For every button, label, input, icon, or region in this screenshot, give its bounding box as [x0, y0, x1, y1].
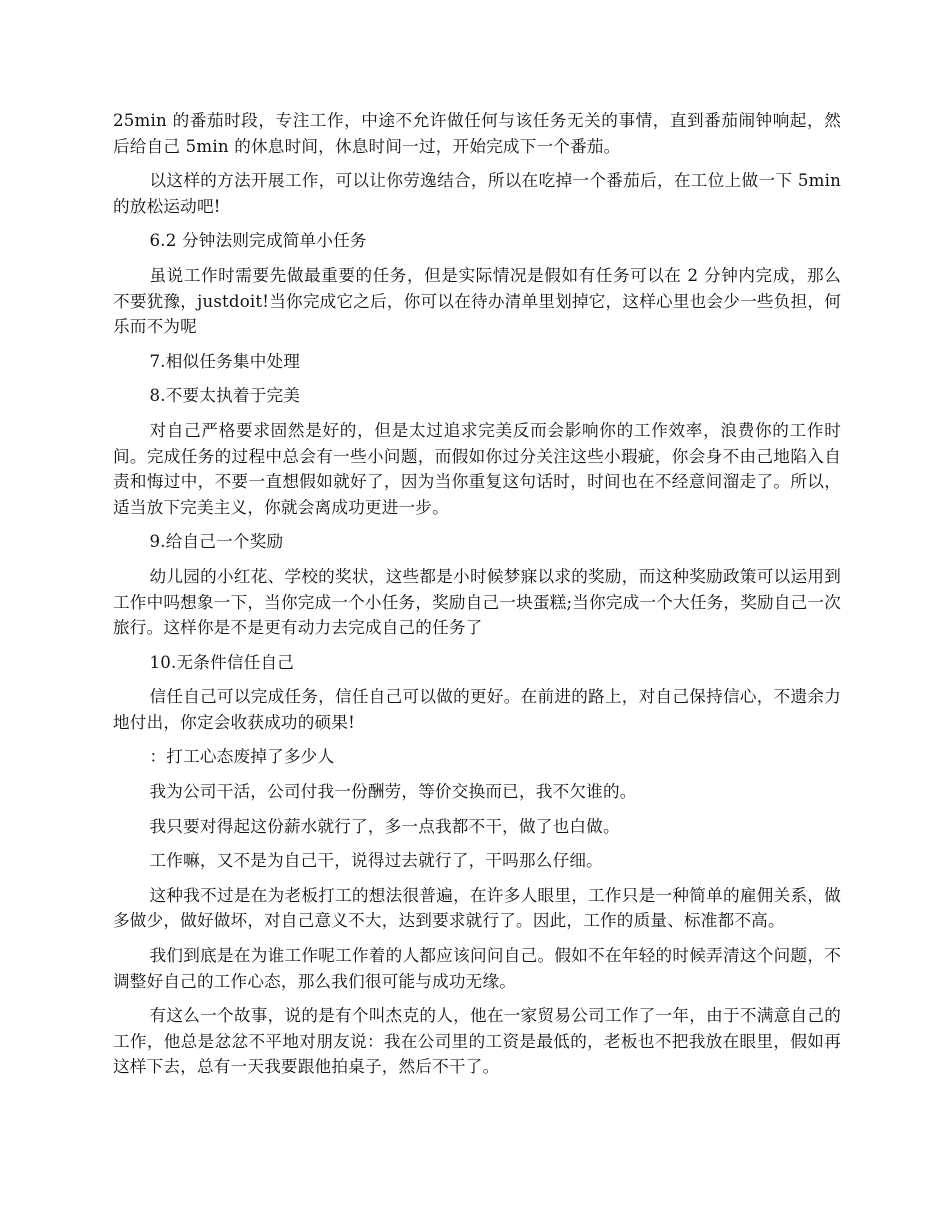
section-heading-perfectionism: 8.不要太执着于完美: [149, 386, 301, 406]
paragraph-perfectionism: 对自己严格要求固然是好的，但是太过追求完美反而会影响你的工作效率，浪费你的工作时间。完成任务的过程中总会有一些小问题，而假如你过分关注这些小瑕疵，你会身不由己地陷入自责和悔过中，不要一直想假如就好了，因为当你重复这句话时，时间也在不经意间溜走了。所以，适当放下完美主义，你就会离成功更进一步。: [113, 420, 841, 517]
paragraph-pomodoro-intro: 25min 的番茄时段，专注工作，中途不允许做任何与该任务无关的事情，直到番茄闹钟响起，然后给自己 5min 的休息时间，休息时间一过，开始完成下一个番茄。: [113, 111, 841, 156]
section-heading-batch-tasks: 7.相似任务集中处理: [149, 351, 301, 371]
section-heading-self-trust: 10.无条件信任自己: [149, 652, 295, 672]
section-heading-work-mindset: ：打工心态废掉了多少人: [149, 747, 335, 767]
paragraph-mindset-2: 我只要对得起这份薪水就行了，多一点我都不干，做了也白做。: [149, 816, 620, 836]
paragraph-mindset-4: 这种我不过是在为老板打工的想法很普遍，在许多人眼里，工作只是一种简单的雇佣关系，做多做少，做好做坏，对自己意义不大，达到要求就行了。因此，工作的质量、标准都不高。: [113, 885, 841, 931]
paragraph-mindset-3: 工作嘛，又不是为自己干，说得过去就行了，干吗那么仔细。: [149, 851, 603, 871]
paragraph-mindset-1: 我为公司干活，公司付我一份酬劳，等价交换而已，我不欠谁的。: [149, 782, 637, 802]
paragraph-two-minute-rule: 虽说工作时需要先做最重要的任务，但是实际情况是假如有任务可以在 2 分钟内完成，那么不要犹豫，justdoit!当你完成它之后，你可以在待办清单里划掉它，这样心里也会少一些负担，何乐而不为呢: [113, 265, 841, 337]
section-heading-reward: 9.给自己一个奖励: [149, 532, 284, 552]
document-page: [113, 108, 841, 1089]
paragraph-jack-story: 有这么一个故事，说的是有个叫杰克的人，他在一家贸易公司工作了一年，由于不满意自己的工作，他总是忿忿不平地对朋友说：我在公司里的工资是最低的，老板也不把我放在眼里，假如再这样下去，总有一天我要跟他拍桌子，然后不干了。: [113, 1006, 841, 1077]
paragraph-reward: 幼儿园的小红花、学校的奖状，这些都是小时候梦寐以求的奖励，而这种奖励政策可以运用到工作中吗想象一下，当你完成一个小任务，奖励自己一块蛋糕;当你完成一个大任务，奖励自己一次旅行。这样你是不是更有动力去完成自己的任务了: [113, 566, 841, 638]
paragraph-mindset-5: 我们到底是在为谁工作呢工作着的人都应该问问自己。假如不在年轻的时候弄清这个问题，不调整好自己的工作心态，那么我们很可能与成功无缘。: [113, 946, 841, 991]
paragraph-pomodoro-rest: 以这样的方法开展工作，可以让你劳逸结合，所以在吃掉一个番茄后，在工位上做一下 5min 的放松运动吧!: [113, 171, 841, 216]
section-heading-two-minute-rule: 6.2 分钟法则完成简单小任务: [149, 231, 367, 251]
paragraph-self-trust: 信任自己可以完成任务，信任自己可以做的更好。在前进的路上，对自己保持信心，不遗余力地付出，你定会收获成功的硕果!: [113, 687, 841, 732]
